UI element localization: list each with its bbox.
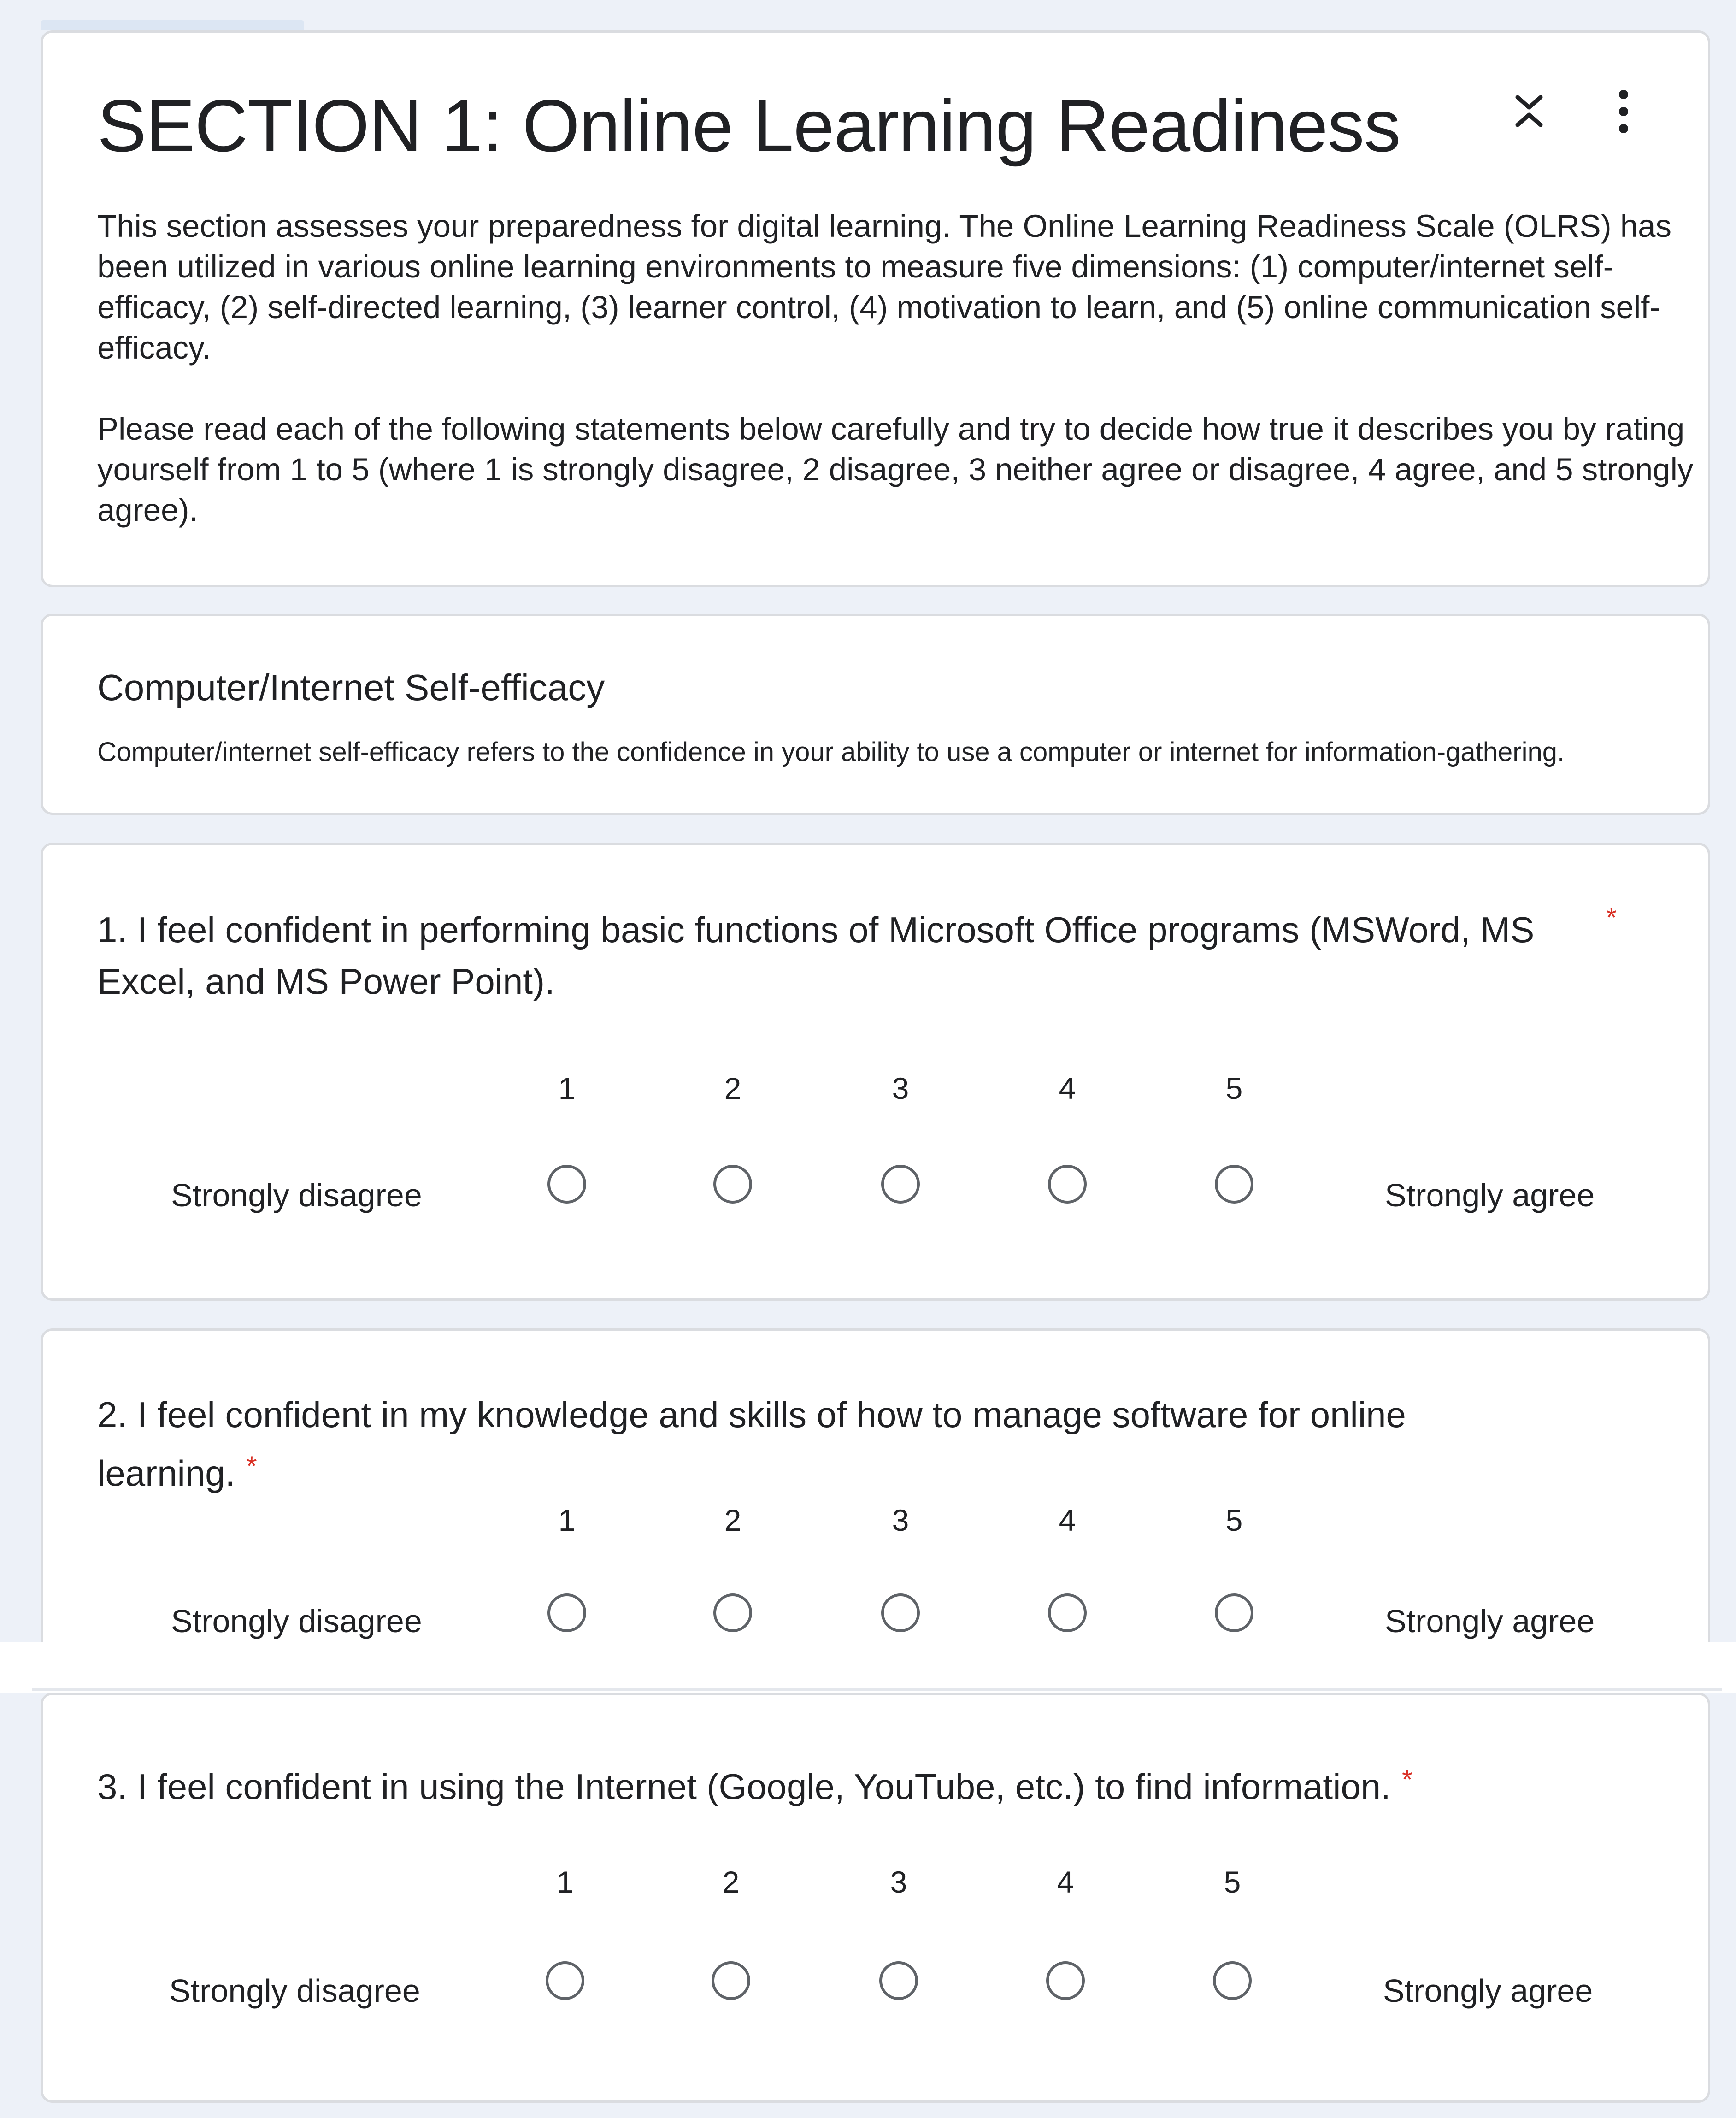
radio-option-3[interactable] — [881, 1165, 920, 1204]
radio-option-2[interactable] — [712, 1961, 750, 2000]
radio-option-4[interactable] — [1046, 1961, 1085, 2000]
radio-option-2[interactable] — [713, 1165, 752, 1204]
required-asterisk: * — [246, 1451, 257, 1481]
scale-high-label: Strongly agree — [1383, 1973, 1593, 2009]
radio-option-5[interactable] — [1215, 1593, 1253, 1632]
section-description: This section assesses your preparedness for digital learning. The Online Learning Readiness Scale (OLRS) has been utilized in various online learning environments to measure five dimensions: (1) computer/internet self-efficacy, (2) self-directed learning, (3) learner control, (4) motivation to learn, and (5) online communication self-efficacy. — [97, 208, 1672, 366]
more-vert-icon[interactable] — [1610, 86, 1637, 137]
scale-number-3: 3 — [892, 1503, 909, 1537]
section-title: SECTION 1: Online Learning Readiness — [97, 84, 1401, 167]
scale-high-label: Strongly agree — [1385, 1603, 1595, 1639]
required-asterisk: * — [1606, 902, 1617, 933]
scale-number-2: 2 — [724, 1071, 741, 1105]
scale-number-3: 3 — [890, 1865, 907, 1899]
scale-number-5: 5 — [1225, 1503, 1243, 1537]
question-text — [97, 1389, 1526, 1499]
subsection-card — [41, 614, 1710, 815]
screenshot-splice — [0, 1642, 1736, 1693]
radio-option-3[interactable] — [881, 1593, 920, 1632]
radio-option-3[interactable] — [879, 1961, 918, 2000]
scale-number-4: 4 — [1059, 1503, 1076, 1537]
radio-option-5[interactable] — [1213, 1961, 1252, 2000]
section-tab-accent — [41, 20, 304, 30]
question-card-1 — [41, 843, 1710, 1301]
scale-number-5: 5 — [1225, 1071, 1243, 1105]
scale-number-4: 4 — [1057, 1865, 1074, 1899]
required-asterisk: * — [1401, 1764, 1413, 1795]
question-card-2 — [41, 1328, 1710, 1642]
scale-number-2: 2 — [722, 1865, 740, 1899]
subsection-title: Computer/Internet Self-efficacy — [97, 667, 605, 708]
question-text-content: 2. I feel confident in my knowledge and skills of how to manage software for online learning. — [97, 1394, 1406, 1493]
radio-option-4[interactable] — [1048, 1165, 1087, 1204]
question-text: 1. I feel confident in performing basic functions of Microsoft Office programs (MSWord, MS Excel, and MS Power Point). — [97, 909, 1535, 1002]
question-text — [97, 1754, 1526, 1812]
scale-high-label: Strongly agree — [1385, 1177, 1595, 1213]
scale-number-2: 2 — [724, 1503, 741, 1537]
section-header-card — [41, 30, 1710, 587]
radio-option-4[interactable] — [1048, 1593, 1087, 1632]
radio-option-1[interactable] — [546, 1961, 584, 2000]
scale-low-label: Strongly disagree — [171, 1177, 422, 1213]
scale-low-label: Strongly disagree — [171, 1603, 422, 1639]
scale-low-label: Strongly disagree — [169, 1973, 420, 2009]
radio-option-2[interactable] — [713, 1593, 752, 1632]
section-instructions: Please read each of the following statements below carefully and try to decide how true it describes you by rating yourself from 1 to 5 (where 1 is strongly disagree, 2 disagree, 3 neither agree or disagree, 4 agree, and 5 strongly agree). — [97, 411, 1694, 528]
radio-option-5[interactable] — [1215, 1165, 1253, 1204]
scale-number-1: 1 — [558, 1071, 576, 1105]
subsection-description: Computer/internet self-efficacy refers to the confidence in your ability to use a computer or internet for information-gathering. — [97, 737, 1565, 767]
scale-number-3: 3 — [892, 1071, 909, 1105]
question-card-3 — [41, 1693, 1710, 2103]
question-text-content: 3. I feel confident in using the Internet (Google, YouTube, etc.) to find information. — [97, 1766, 1391, 1807]
scale-number-1: 1 — [556, 1865, 574, 1899]
collapse-icon[interactable] — [1508, 88, 1550, 134]
scale-number-4: 4 — [1059, 1071, 1076, 1105]
scale-number-5: 5 — [1224, 1865, 1241, 1899]
scale-number-1: 1 — [558, 1503, 576, 1537]
radio-option-1[interactable] — [547, 1593, 586, 1632]
radio-option-1[interactable] — [547, 1165, 586, 1204]
